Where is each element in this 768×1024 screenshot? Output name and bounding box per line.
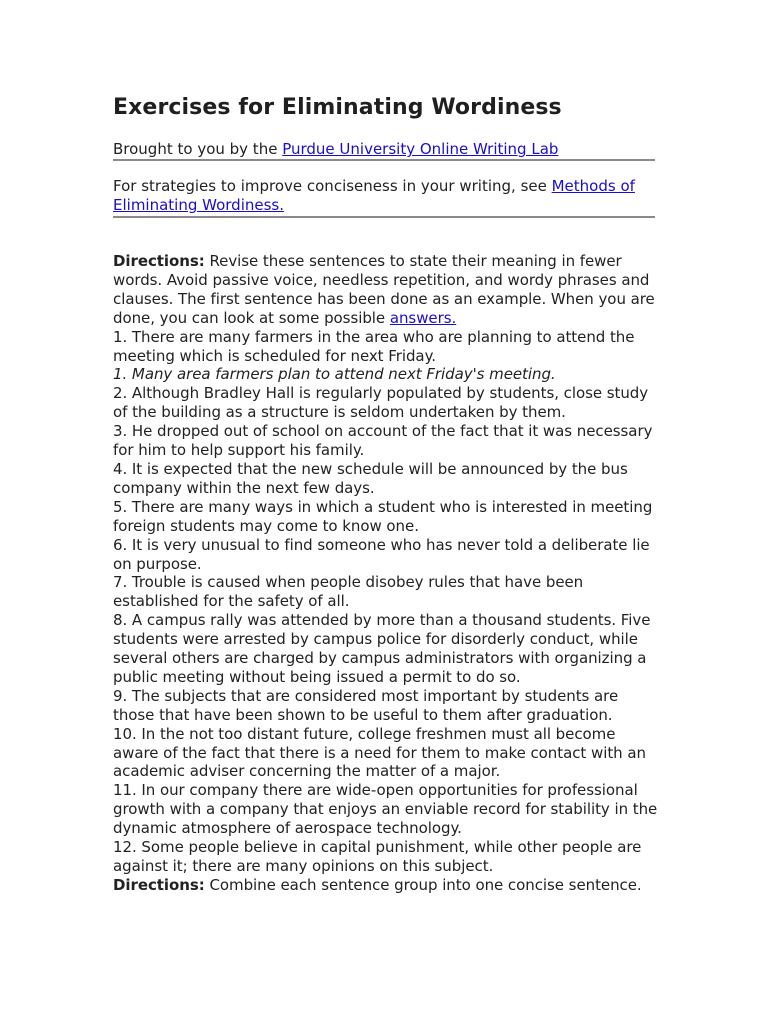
exercise-item-4: 4. It is expected that the new schedule will be announced by the bus company within the next few days. bbox=[113, 459, 628, 497]
byline bbox=[113, 140, 655, 161]
exercise-item-9: 9. The subjects that are considered most important by students are those that have been shown to be useful to them after graduation. bbox=[113, 686, 619, 724]
exercise-item-6: 6. It is very unusual to find someone who has never told a deliberate lie on purpose. bbox=[113, 535, 650, 573]
exercise-item-5: 5. There are many ways in which a student who is interested in meeting foreign students may come to know one. bbox=[113, 497, 653, 535]
directions-label: Directions: bbox=[113, 252, 205, 270]
owl-link[interactable]: Purdue University Online Writing Lab bbox=[282, 140, 559, 158]
example-answer: 1. Many area farmers plan to attend next Friday's meeting. bbox=[113, 365, 556, 384]
exercise-item-11: 11. In our company there are wide-open opportunities for professional growth with a company that enjoys an enviable record for stability in the dynamic atmosphere of aerospace technology. bbox=[113, 781, 658, 838]
directions-revise bbox=[113, 252, 658, 328]
methods-link[interactable]: Methods of Eliminating Wordiness. bbox=[113, 177, 635, 214]
exercise-body bbox=[113, 252, 658, 895]
exercise-item-3: 3. He dropped out of school on account of the fact that it was necessary for him to help support his family. bbox=[113, 422, 653, 460]
exercise-item-8: 8. A campus rally was attended by more than a thousand students. Five students were arrested by campus police for disorderly conduct, while several others are charged by campus administrators with organizing a public meeting without being issued a permit to do so. bbox=[113, 611, 651, 686]
strategies-note bbox=[113, 177, 655, 218]
directions-combine bbox=[113, 876, 658, 895]
directions-combine-label: Directions: bbox=[113, 875, 205, 894]
exercise-item-1: 1. There are many farmers in the area who are planning to attend the meeting which is scheduled for next Friday. bbox=[113, 327, 635, 365]
exercise-item-10: 10. In the not too distant future, college freshmen must all become aware of the fact that there is a need for them to make contact with an academic adviser concerning the matter of a major. bbox=[113, 724, 646, 781]
page-title: Exercises for Eliminating Wordiness bbox=[113, 95, 562, 120]
exercise-item-7: 7. Trouble is caused when people disobey rules that have been established for the safety of all. bbox=[113, 573, 584, 611]
answers-link[interactable]: answers. bbox=[389, 308, 457, 327]
directions-text: Revise these sentences to state their meaning in fewer words. Avoid passive voice, needless repetition, and wordy phrases and clauses. The first sentence has been done as an example. When you are done, you can look at some possible bbox=[113, 252, 655, 327]
exercise-item-12: 12. Some people believe in capital punishment, while other people are against it; there are many opinions on this subject. bbox=[113, 838, 642, 875]
directions-combine-text: Combine each sentence group into one concise sentence. bbox=[204, 875, 642, 894]
strategies-text: For strategies to improve conciseness in your writing, see bbox=[113, 177, 552, 195]
byline-text: Brought to you by the bbox=[113, 140, 283, 158]
exercise-item-2: 2. Although Bradley Hall is regularly populated by students, close study of the building as a structure is seldom undertaken by them. bbox=[113, 384, 649, 422]
